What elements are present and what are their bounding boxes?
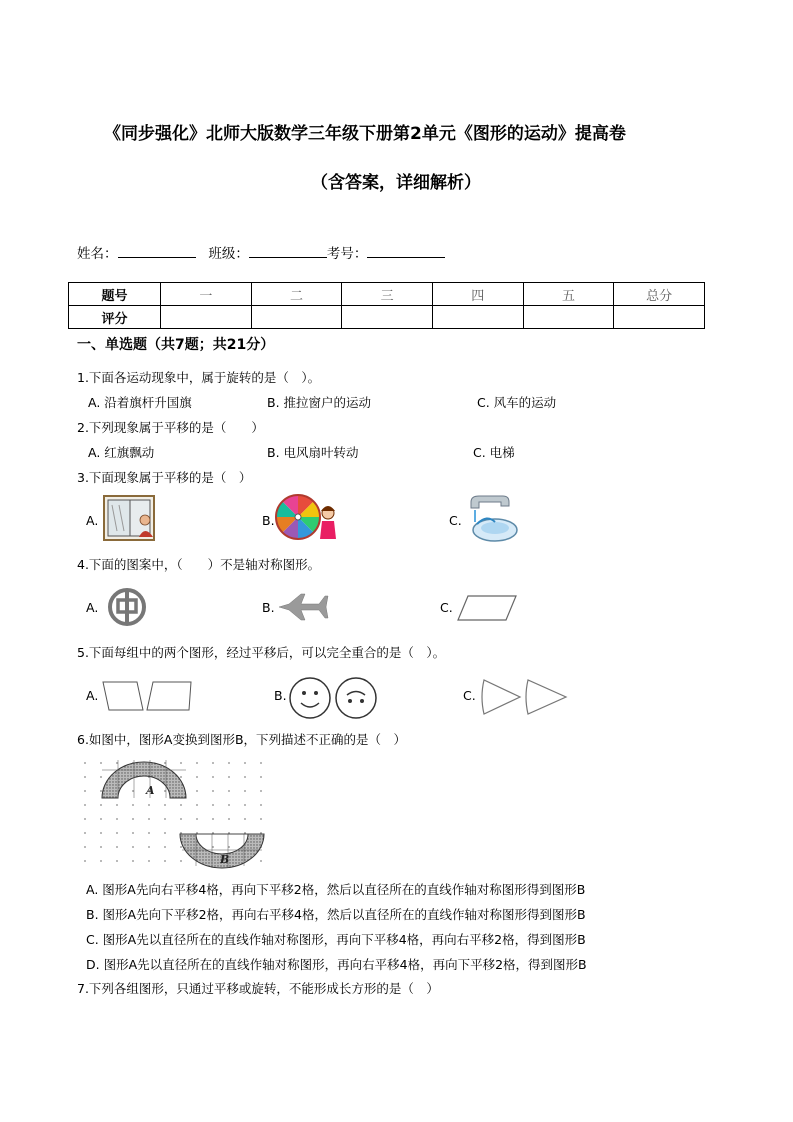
q3-option-c[interactable]: C. (449, 513, 462, 528)
q2-option-c[interactable]: C. 电梯 (473, 445, 515, 460)
score-table-col: 一 (161, 283, 252, 306)
score-table-col: 总分 (614, 283, 705, 306)
score-table-col: 三 (342, 283, 433, 306)
q4-option-a[interactable]: A. (86, 600, 99, 615)
q6-option-c[interactable]: C. 图形A先以直径所在的直线作轴对称图形，再向下平移4格，再向右平移2格，得到图形B (86, 932, 586, 947)
question-5: 5.下面每组中的两个图形，经过平移后，可以完全重合的是（ ）。 (77, 645, 446, 660)
q1-option-a[interactable]: A. 沿着旗杆升国旗 (88, 395, 192, 410)
score-table-col: 五 (523, 283, 614, 306)
spinning-wheel-image (274, 491, 340, 543)
shape-b-label: B (220, 853, 230, 866)
class-field[interactable] (249, 245, 327, 258)
q2-option-b[interactable]: B. 电风扇叶转动 (267, 445, 359, 460)
score-table-score-row (69, 306, 705, 329)
score-table-col: 二 (251, 283, 342, 306)
bank-logo-image (104, 587, 150, 627)
score-table-header-row (69, 283, 705, 306)
question-3: 3.下面现象属于平移的是（ ） (77, 470, 252, 485)
trapezoids-shape (101, 680, 195, 714)
score-cell[interactable] (523, 306, 614, 329)
score-cell[interactable] (432, 306, 523, 329)
score-cell[interactable] (614, 306, 705, 329)
student-info (77, 242, 445, 262)
shape-a-label: A (146, 784, 155, 797)
name-field[interactable] (118, 245, 196, 258)
triangles-shape (478, 674, 570, 720)
q4-option-b[interactable]: B. (262, 600, 275, 615)
q3-option-a[interactable]: A. (86, 513, 99, 528)
class-label: 班级： (208, 246, 249, 262)
question-4: 4.下面的图案中，（ ）不是轴对称图形。 (77, 557, 321, 572)
page-subtitle: （含答案，详细解析） (311, 173, 481, 193)
score-cell[interactable] (251, 306, 342, 329)
q5-option-b[interactable]: B. (274, 688, 287, 703)
q2-option-a[interactable]: A. 红旗飘动 (88, 445, 155, 460)
question-2: 2.下列现象属于平移的是（ ） (77, 420, 264, 435)
score-table-col: 四 (432, 283, 523, 306)
exam-no-label: 考号： (326, 246, 368, 262)
q3-option-b[interactable]: B. (262, 513, 275, 528)
q6-option-b[interactable]: B. 图形A先向下平移2格，再向右平移4格，然后以直径所在的直线作轴对称图形得到图形B (86, 907, 586, 922)
name-label: 姓名： (77, 246, 118, 262)
jet-plane-image (277, 590, 329, 624)
q6-option-a[interactable]: A. 图形A先向右平移4格，再向下平移2格，然后以直径所在的直线作轴对称图形得到图形B (86, 882, 586, 897)
question-7: 7.下列各组图形，只通过平移或旋转，不能形成长方形的是（ ） (77, 981, 439, 996)
faces-shape (288, 676, 380, 720)
q1-option-b[interactable]: B. 推拉窗户的运动 (267, 395, 372, 410)
faucet-image (463, 494, 521, 544)
q5-option-c[interactable]: C. (463, 688, 476, 703)
score-cell[interactable] (342, 306, 433, 329)
q4-option-c[interactable]: C. (440, 600, 453, 615)
score-table-label-number: 题号 (69, 283, 161, 306)
question-6: 6.如图中，图形A变换到图形B，下列描述不正确的是（ ） (77, 732, 407, 747)
transform-grid-figure (82, 760, 268, 870)
section-title: 一、单选题（共7题；共21分） (77, 337, 275, 353)
q5-option-a[interactable]: A. (86, 688, 99, 703)
score-table-label-score: 评分 (69, 306, 161, 329)
score-cell[interactable] (161, 306, 252, 329)
q6-option-d[interactable]: D. 图形A先以直径所在的直线作轴对称图形，再向右平移4格，再向下平移2格，得到图形B (86, 957, 587, 972)
window-image (103, 495, 155, 541)
parallelogram-shape (456, 594, 518, 622)
q1-option-c[interactable]: C. 风车的运动 (477, 395, 557, 410)
exam-no-field[interactable] (367, 245, 445, 258)
page-title: 《同步强化》北师大版数学三年级下册第2单元《图形的运动》提高卷 (104, 124, 626, 144)
question-1: 1.下面各运动现象中，属于旋转的是（ ）。 (77, 370, 321, 385)
score-table (68, 282, 705, 329)
